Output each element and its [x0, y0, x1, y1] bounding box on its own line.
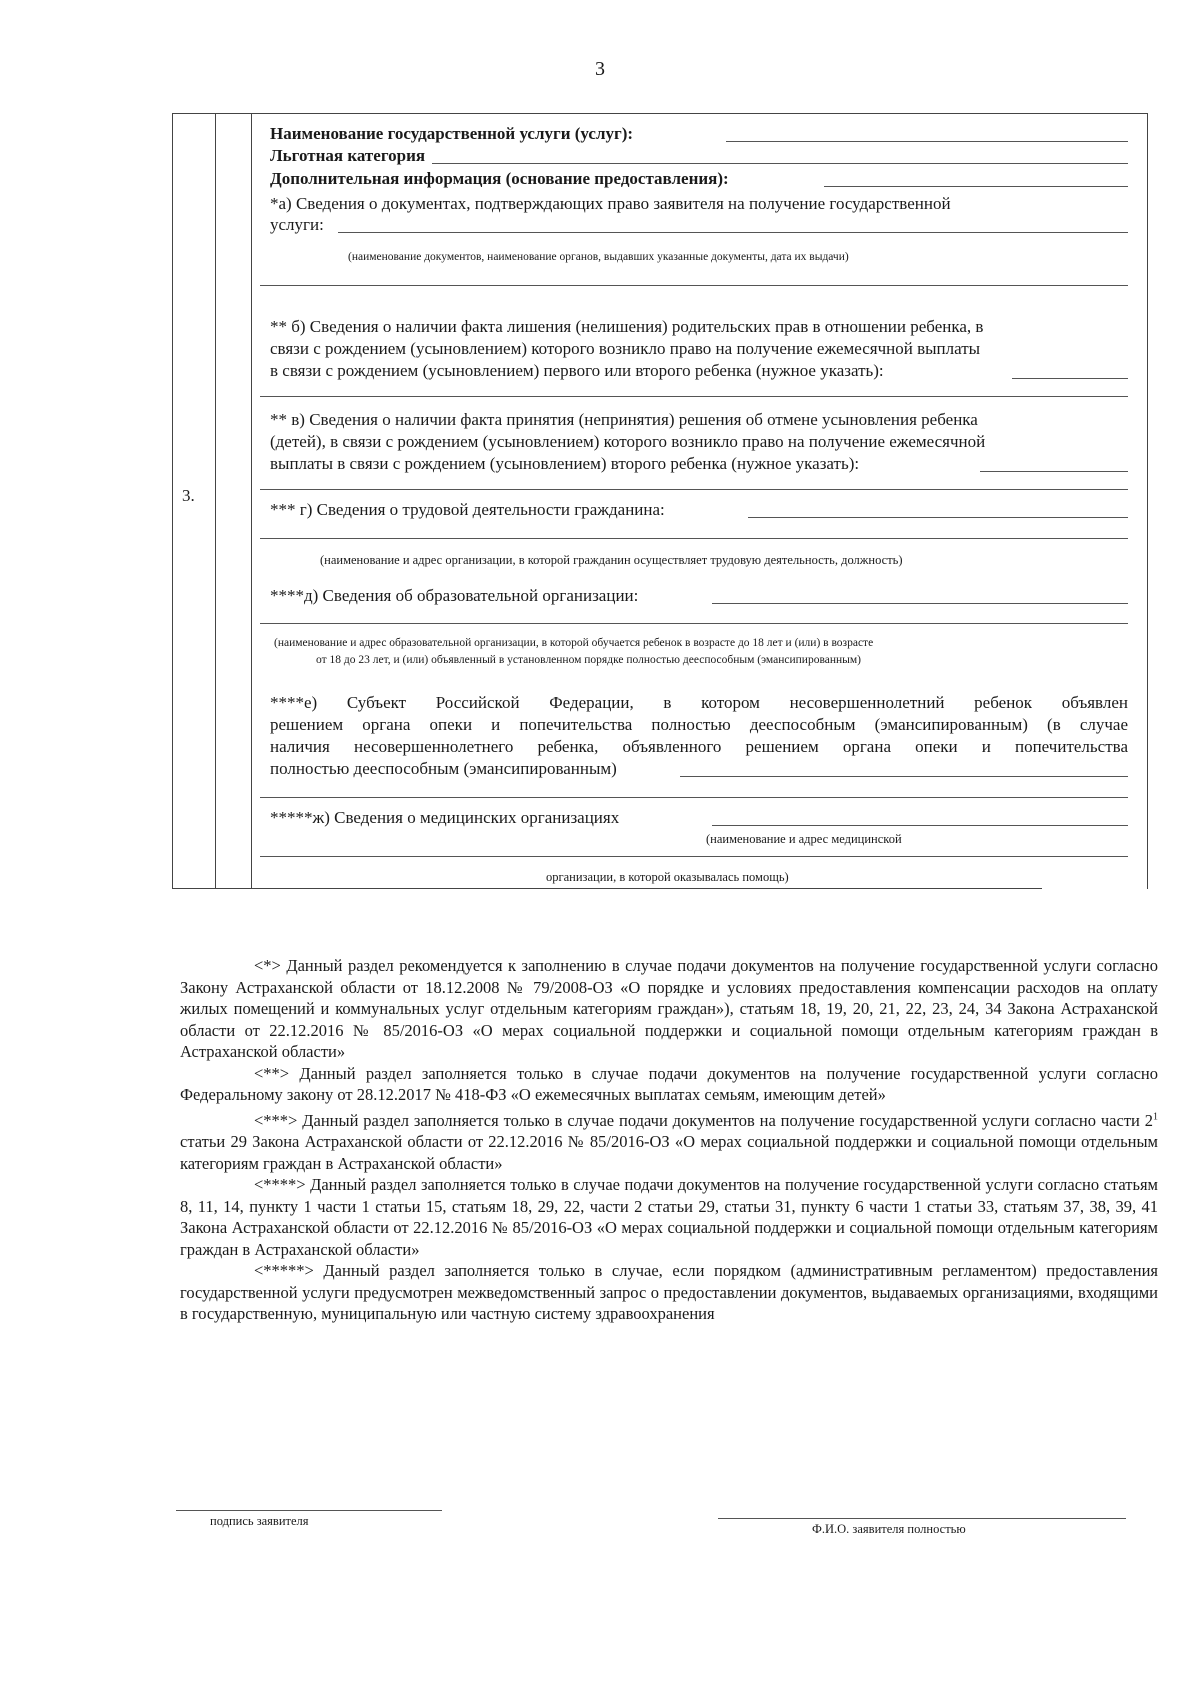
section-d-label: ****д) Сведения об образовательной организации: — [270, 586, 639, 605]
footnote: <****> Данный раздел заполняется только в случае подачи документов на получение государственной услуги согласно статьям 8, 11, 14, пункту 1 части 1 статьи 15, статьям 18, 29, 22, части 2 статьи 29, статьи 31, пункту 6 части 1 статьи 33, статьям 37, 38, 39, 41 Закона Астраханской области от 22.12.2016 № 85/2016-ОЗ «О мерах социальной поддержки и социальной помощи отдельным категориям граждан в Астраханской области» — [180, 1175, 1158, 1259]
section-d-field[interactable] — [712, 603, 1128, 604]
row-number: 3. — [182, 486, 195, 505]
section-b-line: в связи с рождением (усыновлением) первого или второго ребенка (нужное указать): — [270, 361, 884, 380]
section-b-line: связи с рождением (усыновлением) которого возникло право на получение ежемесячной выплаты — [270, 339, 981, 358]
footnote: <*> Данный раздел рекомендуется к заполнению в случае подачи документов на получение государственной услуги согласно Закону Астраханской области от 18.12.2008 № 79/2008-ОЗ «О порядке и условиях предоставления компенсации расходов на оплату жилых помещений и коммунальных услуг отдельным категориям граждан»), статьям 18, 19, 20, 21, 22, 23, 24, 34 Закона Астраханской области от 22.12.2016 № 85/2016-ОЗ «О мерах социальной поддержки и социальной помощи отдельным категориям граждан в Астраханской области» — [180, 956, 1158, 1061]
table-column-divider — [251, 114, 252, 889]
section-d-hint: (наименование и адрес образовательной организации, в которой обучается ребенок в возрасте до 18 лет и (или) в возрасте — [274, 637, 874, 649]
section-g-hint: (наименование и адрес организации, в которой гражданин осуществляет трудовую деятельность, должность) — [320, 553, 903, 567]
section-zh-field-2[interactable] — [260, 856, 1128, 857]
section-b-line: ** б) Сведения о наличии факта лишения (нелишения) родительских прав в отношении ребенка, в — [270, 317, 984, 336]
section-g-field[interactable] — [748, 517, 1128, 518]
additional-info-field[interactable] — [824, 186, 1128, 187]
page-number: 3 — [595, 58, 605, 80]
section-e-line: решением органа опеки и попечительства полностью дееспособным (эмансипированным) (в случае — [270, 715, 1128, 734]
footnote-text: статьи 29 Закона Астраханской области от 22.12.2016 № 85/2016-ОЗ «О мерах социальной поддержки и социальной помощи отдельным категориям граждан в Астраханской области» — [180, 1132, 1158, 1173]
table-column-divider — [215, 114, 216, 889]
section-a-hint: (наименование документов, наименование органов, выдавших указанные документы, дата их выдачи) — [348, 251, 849, 263]
footnote-text: <***> Данный раздел заполняется только в случае подачи документов на получение государственной услуги согласно части 2 — [254, 1110, 1153, 1130]
benefit-category-field[interactable] — [432, 163, 1128, 164]
section-e-line: полностью дееспособным (эмансипированным) — [270, 759, 617, 778]
service-name-field[interactable] — [726, 141, 1128, 142]
footnote: <**> Данный раздел заполняется только в случае подачи документов на получение государственной услуги согласно Федеральному закону от 28.12.2017 № 418-ФЗ «О ежемесячных выплатах семьям, имеющим детей» — [180, 1063, 1158, 1104]
section-e-field-2[interactable] — [260, 797, 1128, 798]
service-name-label: Наименование государственной услуги (услуг): — [270, 124, 634, 143]
full-name-line[interactable] — [718, 1518, 1126, 1519]
section-d-hint: от 18 до 23 лет, и (или) объявленный в установленном порядке полностью дееспособным (эмансипированным) — [316, 654, 861, 666]
section-zh-hint: (наименование и адрес медицинской — [706, 832, 902, 846]
section-zh-label: *****ж) Сведения о медицинских организациях — [270, 808, 620, 827]
section-zh-hint: организации, в которой оказывалась помощь) — [546, 870, 789, 884]
section-v-line: (детей), в связи с рождением (усыновлением) которого возникло право на получение ежемесячной — [270, 432, 986, 451]
section-a-field-2[interactable] — [260, 285, 1128, 286]
signature-line[interactable] — [176, 1510, 442, 1511]
section-g-field-2[interactable] — [260, 538, 1128, 539]
section-zh-field[interactable] — [712, 825, 1128, 826]
section-v-line: выплаты в связи с рождением (усыновлением) второго ребенка (нужное указать): — [270, 454, 860, 473]
section-a-line: *а) Сведения о документах, подтверждающих право заявителя на получение государственной — [270, 194, 951, 213]
section-v-field-2[interactable] — [260, 489, 1128, 490]
section-g-label: *** г) Сведения о трудовой деятельности гражданина: — [270, 500, 665, 519]
footnote — [180, 1110, 1158, 1175]
section-e-line: ****е) Субъект Российской Федерации, в котором несовершеннолетний ребенок объявлен — [270, 693, 1128, 712]
full-name-label: Ф.И.О. заявителя полностью — [812, 1522, 966, 1536]
section-v-field[interactable] — [980, 471, 1128, 472]
section-b-field[interactable] — [1012, 378, 1128, 379]
additional-info-label: Дополнительная информация (основание предоставления): — [270, 169, 729, 188]
section-a-line: услуги: — [270, 215, 324, 234]
section-e-line: наличия несовершеннолетнего ребенка, объявленного решением органа опеки и попечительства — [270, 737, 1128, 756]
signature-label: подпись заявителя — [210, 1514, 309, 1528]
benefit-category-label: Льготная категория — [270, 146, 426, 165]
section-b-field-2[interactable] — [260, 396, 1128, 397]
footnotes — [180, 955, 1158, 1325]
footnote-superscript: 1 — [1153, 1111, 1158, 1122]
footnote: <*****> Данный раздел заполняется только в случае, если порядком (административным регламентом) предоставления государственной услуги предусмотрен межведомственный запрос о предоставлении документов, выдаваемых организациями, входящими в государственную, муниципальную или частную систему здравоохранения — [180, 1261, 1158, 1323]
section-v-line: ** в) Сведения о наличии факта принятия (непринятия) решения об отмене усыновления ребенка — [270, 410, 978, 429]
table-bottom-border — [172, 888, 1042, 889]
section-e-field[interactable] — [680, 776, 1128, 777]
section-a-field[interactable] — [338, 232, 1128, 233]
section-d-field-2[interactable] — [260, 623, 1128, 624]
